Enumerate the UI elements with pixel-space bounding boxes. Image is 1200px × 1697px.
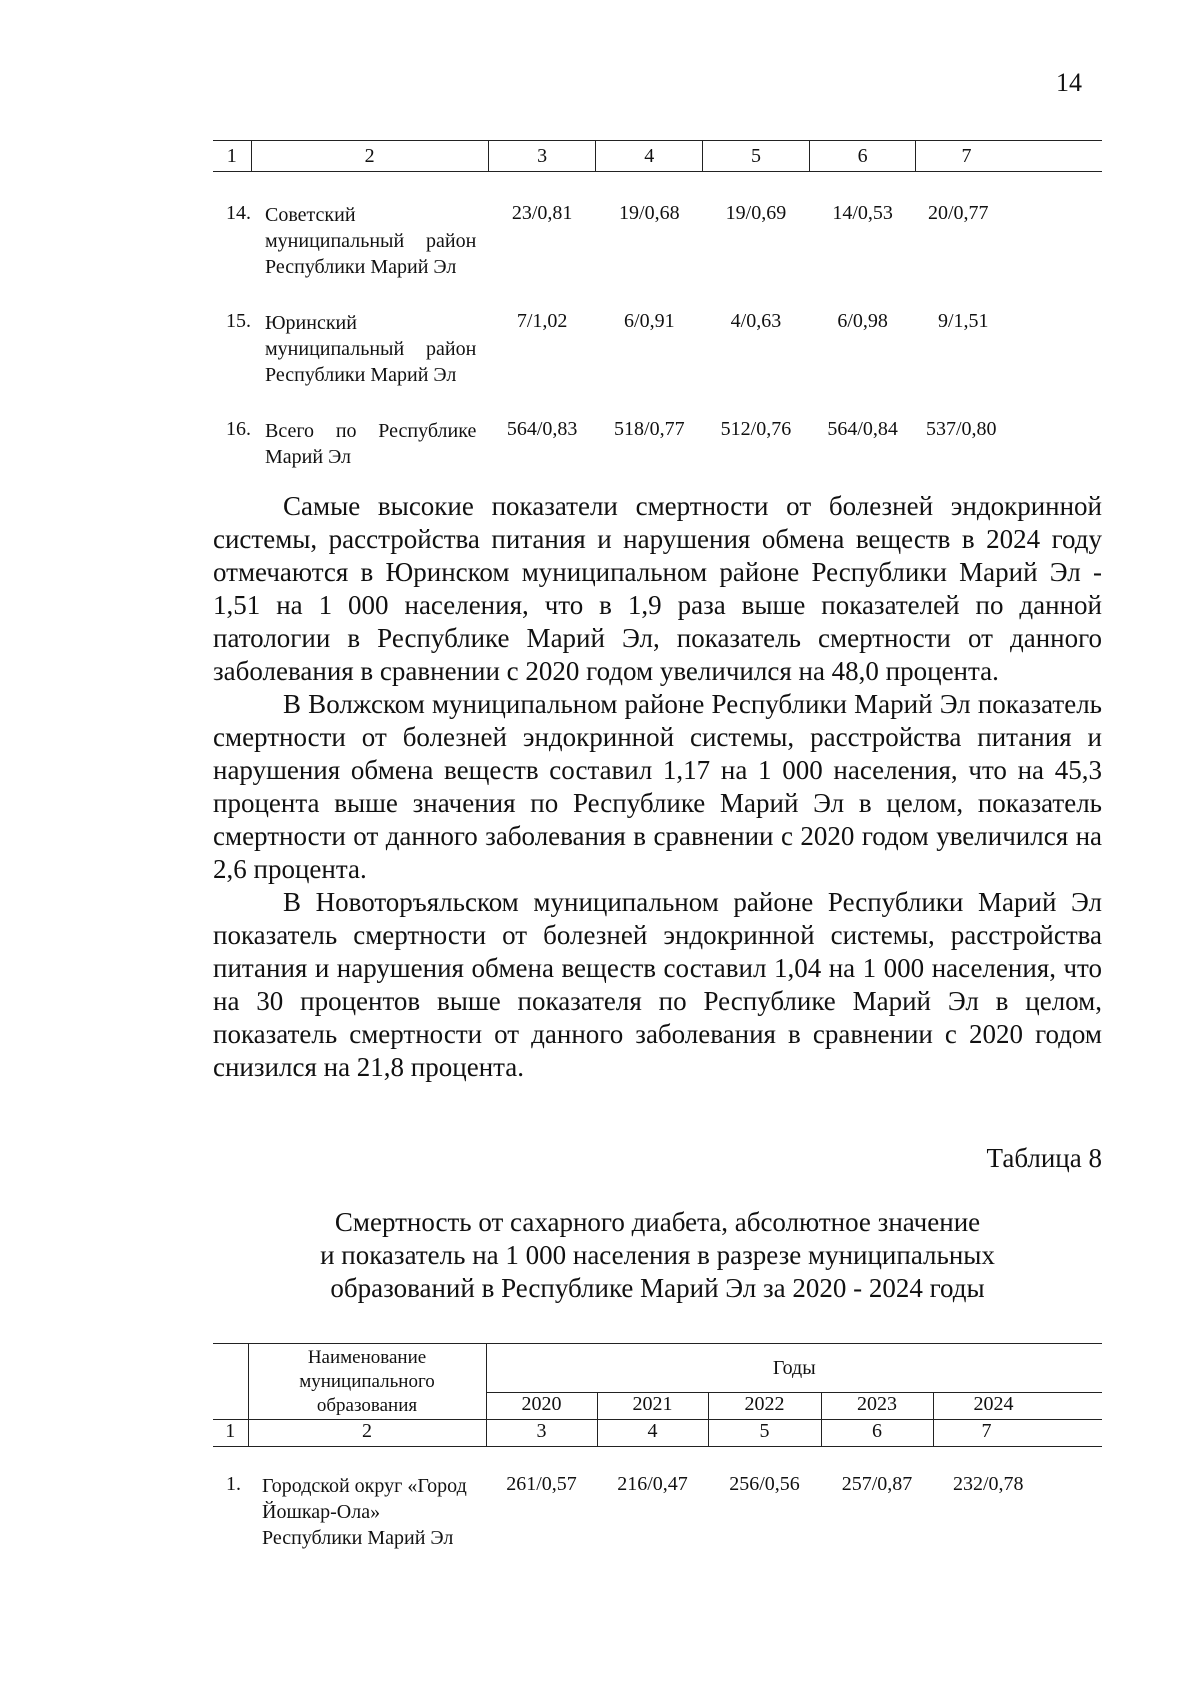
municipality-name: Всего по Республике Марий Эл: [265, 420, 477, 468]
value-cell: 9/1,51: [937, 310, 989, 332]
value-cell: 257/0,87: [841, 1473, 913, 1495]
name-column-header: Наименование муниципального образования: [248, 1344, 486, 1420]
value-cell: 20/0,77: [927, 202, 989, 224]
municipality-name: Советский муниципальный район Республики Марий Эл: [265, 204, 477, 278]
value-cell: 518/0,77: [614, 418, 685, 440]
value-cell: 19/0,68: [619, 202, 680, 224]
municipality-name: Городской округ «Город Йошкар-Ола» Республики Марий Эл: [262, 1475, 467, 1549]
column-index-row: [213, 1420, 1102, 1447]
column-index: 6: [809, 141, 916, 172]
year-header: 2023: [821, 1393, 933, 1420]
year-header: 2022: [708, 1393, 821, 1420]
column-index: 6: [821, 1420, 933, 1447]
municipality-name: Юринский муниципальный район Республики Марий Эл: [265, 312, 477, 386]
column-index: 2: [248, 1420, 486, 1447]
paragraph: В Новоторъяльском муниципальном районе Республики Марий Эл показатель смертности от болезней эндокринной системы, расстройства питания и нарушения обмена веществ составил 1,04 на 1 000 населения, что на 30 процентов выше показателя по Республике Марий Эл в целом, показатель смертности от данного заболевания в сравнении с 2020 годом снизился на 21,8 процента.: [213, 887, 1102, 1082]
column-index: 3: [488, 141, 596, 172]
table-title: Смертность от сахарного диабета, абсолютное значение и показатель на 1 000 населения в разрезе муниципальных образований в Республике Марий Эл за 2020 - 2024 годы: [320, 1207, 995, 1303]
table-8: [213, 1343, 1102, 1551]
column-index: 4: [597, 1420, 708, 1447]
value-cell: 19/0,69: [725, 202, 787, 224]
column-index: 7: [916, 141, 1102, 172]
value-cell: 537/0,80: [925, 418, 997, 440]
page-number: 14: [1056, 68, 1082, 97]
table-row: [213, 280, 1102, 388]
value-cell: 216/0,47: [617, 1473, 688, 1495]
table-row-total: [213, 388, 1102, 470]
column-index-row: [213, 141, 1102, 172]
value-cell: 14/0,53: [832, 202, 893, 224]
table-header-row: [213, 1344, 1102, 1393]
row-number: 14.: [226, 202, 251, 224]
value-cell: 564/0,84: [827, 418, 898, 440]
value-cell: 512/0,76: [720, 418, 792, 440]
column-index: 5: [703, 141, 810, 172]
value-cell: 564/0,83: [506, 418, 578, 440]
year-header: 2021: [597, 1393, 708, 1420]
header-blank: [213, 1344, 248, 1420]
column-index: 5: [708, 1420, 821, 1447]
row-number: 1.: [226, 1473, 241, 1495]
column-index: 3: [486, 1420, 597, 1447]
year-header: 2024: [933, 1393, 1102, 1420]
table-row: [213, 1447, 1102, 1552]
row-number: 16.: [226, 418, 251, 440]
column-index: 4: [596, 141, 703, 172]
years-header: Годы: [486, 1344, 1102, 1393]
value-cell: 6/0,98: [837, 310, 888, 332]
value-cell: 23/0,81: [511, 202, 573, 224]
paragraph: В Волжском муниципальном районе Республики Марий Эл показатель смертности от болезней эндокринной системы, расстройства питания и нарушения обмена веществ составил 1,17 на 1 000 населения, что на 45,3 процента выше значения по Республике Марий Эл в целом, показатель смертности от данного заболевания в сравнении с 2020 годом увеличился на 2,6 процента.: [213, 689, 1102, 884]
column-index: 7: [933, 1420, 1102, 1447]
year-header: 2020: [486, 1393, 597, 1420]
paragraph: Самые высокие показатели смертности от болезней эндокринной системы, расстройства питания и нарушения обмена веществ в 2024 году отмечаются в Юринском муниципальном районе Республики Марий Эл - 1,51 на 1 000 населения, что в 1,9 раза выше показателей по данной патологии в Республике Марий Эл, показатель смертности от данного заболевания в сравнении с 2020 годом увеличился на 48,0 процента.: [213, 491, 1102, 686]
value-cell: 256/0,56: [729, 1473, 800, 1495]
value-cell: 7/1,02: [516, 310, 568, 332]
row-number: 15.: [226, 310, 251, 332]
value-cell: 261/0,57: [506, 1473, 577, 1495]
continuation-table: [213, 140, 1102, 470]
value-cell: 6/0,91: [624, 310, 675, 332]
column-index: 1: [213, 141, 251, 172]
value-cell: 4/0,63: [730, 310, 782, 332]
column-index: 2: [251, 141, 488, 172]
value-cell: 232/0,78: [953, 1473, 1024, 1495]
table-row: [213, 172, 1102, 281]
column-index: 1: [213, 1420, 248, 1447]
table-label: Таблица 8: [986, 1143, 1102, 1173]
body-text: [213, 490, 1102, 1084]
